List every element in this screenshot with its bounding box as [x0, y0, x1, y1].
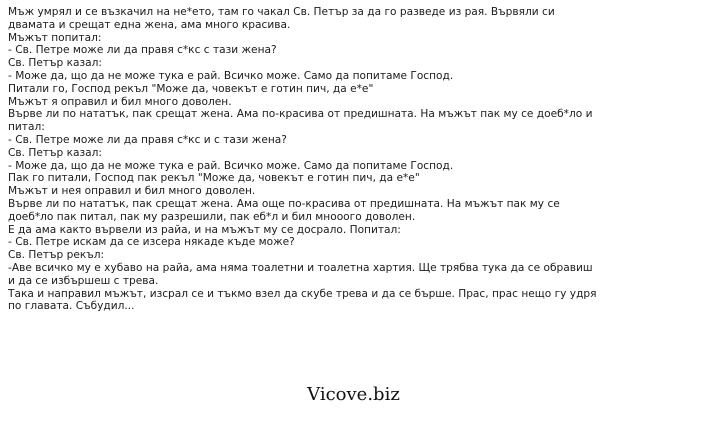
- joke-line: Питали го, Господ рекъл "Може да, човекът е готин пич, да е*е": [8, 82, 374, 95]
- joke-line: - Св. Петре може ли да правя с*кс с тази жена?: [8, 44, 277, 57]
- joke-line: Мъжът и нея оправил и бил много доволен.: [8, 185, 256, 198]
- joke-line: Върве ли по нататък, пак срещат жена. Ама още по-красива от предишната. На мъжът пак му се доеб*ло пак питал, пак му разрешили, пак еб*л и бил мнооого доволен.: [8, 197, 564, 223]
- joke-line: Върве ли по нататък, пак срещат жена. Ама по-красива от предишната. На мъжът пак му се доеб*ло и питал:: [8, 108, 596, 134]
- joke-line: Мъж умрял и се възкачил на не*ето, там го чакал Св. Петър за да го разведе из рая. Вървяли си двамата и срещат една жена, ама много красива.: [8, 6, 559, 31]
- joke-line: Мъжът я оправил и бил много доволен.: [8, 95, 232, 108]
- joke-line: Е да ама както вървели из райа, и на мъжът му се досрало. Попитал:: [8, 223, 401, 236]
- joke-line: Св. Петър рекъл:: [8, 249, 105, 262]
- joke-line: Пак го питали, Господ пак рекъл "Може да, човекът е готин пич, да е*е": [8, 172, 420, 185]
- joke-line: -Аве всичко му е хубаво на райа, ама няма тоалетни и тоалетна хартия. Ще трябва тука да се обравиш и да се избършеш с трева.: [8, 261, 596, 287]
- joke-line: - Може да, що да не може тука е рай. Всичко може. Само да попитаме Господ.: [8, 69, 454, 82]
- joke-line: Мъжът попитал:: [8, 31, 102, 44]
- joke-line: - Може да, що да не може тука е рай. Всичко може. Само да попитаме Господ.: [8, 159, 454, 172]
- joke-text: [8, 6, 600, 313]
- site-watermark: Vicove.biz: [307, 384, 400, 405]
- joke-line: Св. Петър казал:: [8, 146, 102, 159]
- joke-line: - Св. Петре искам да се изсера някаде къде може?: [8, 236, 295, 249]
- joke-line: Св. Петър казал:: [8, 57, 102, 70]
- joke-line: Така и направил мъжът, изсрал се и тъкмо взел да скубе трева и да се бърше. Прас, прас нещо гу удря по главата. Събудил...: [8, 287, 600, 313]
- joke-line: - Св. Петре може ли да правя с*кс и с тази жена?: [8, 133, 287, 146]
